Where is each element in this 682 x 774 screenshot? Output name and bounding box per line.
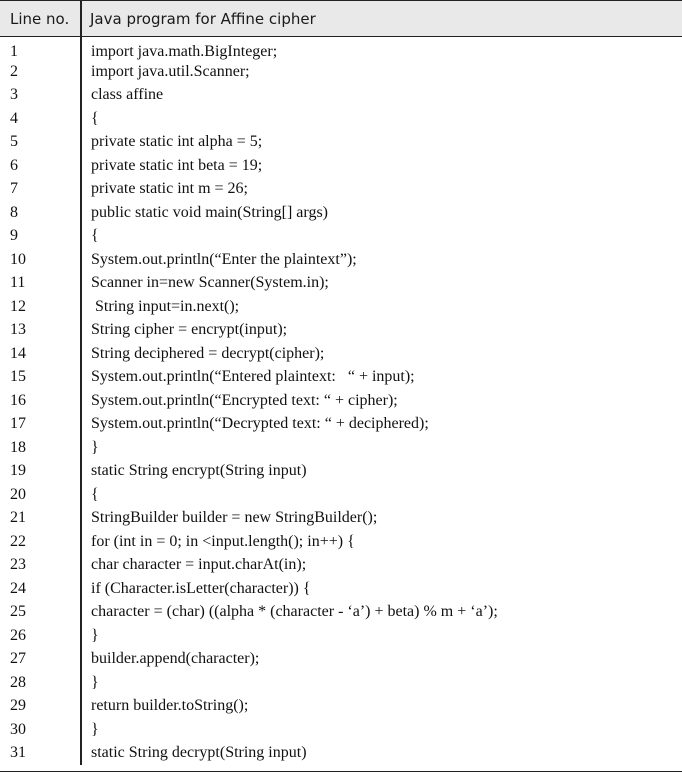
line-number: 28 — [0, 671, 81, 695]
line-number: 13 — [0, 319, 81, 343]
code-line: private static int beta = 19; — [91, 156, 263, 174]
line-number: 8 — [0, 201, 81, 225]
program-header: Java program for Affine cipher — [81, 1, 682, 37]
table-row — [0, 554, 682, 578]
table-row — [0, 366, 682, 390]
table-row — [0, 436, 682, 460]
code-line: } — [91, 720, 99, 738]
code-line: char character = input.charAt(in); — [91, 556, 307, 574]
header-row — [0, 1, 682, 37]
code-line: private static int m = 26; — [91, 180, 248, 198]
line-number: 25 — [0, 601, 81, 625]
code-line: static String decrypt(String input) — [91, 744, 307, 762]
table-row — [0, 671, 682, 695]
table-row — [0, 60, 682, 84]
code-line: System.out.println(“Enter the plaintext”); — [91, 250, 357, 268]
table-row — [0, 201, 682, 225]
line-number: 27 — [0, 648, 81, 672]
code-line: class affine — [91, 86, 164, 104]
code-line: System.out.println(“Encrypted text: “ + cipher); — [91, 391, 398, 409]
table-row — [0, 695, 682, 719]
table-row — [0, 624, 682, 648]
line-number: 2 — [0, 60, 81, 84]
table-row — [0, 319, 682, 343]
code-line: public static void main(String[] args) — [91, 203, 328, 221]
code-line: StringBuilder builder = new StringBuilder(); — [91, 509, 378, 527]
code-line: static String encrypt(String input) — [91, 462, 307, 480]
line-number: 4 — [0, 107, 81, 131]
line-number: 1 — [0, 37, 81, 61]
code-line: builder.append(character); — [91, 650, 260, 668]
line-number: 19 — [0, 460, 81, 484]
code-line: import java.math.BigInteger; — [91, 42, 278, 60]
table-row — [0, 225, 682, 249]
code-line: { — [91, 485, 99, 503]
code-line: String deciphered = decrypt(cipher); — [91, 344, 325, 362]
table-row — [0, 530, 682, 554]
table-row — [0, 413, 682, 437]
code-line: System.out.println(“Decrypted text: “ + deciphered); — [91, 415, 429, 433]
bottom-border — [0, 771, 682, 772]
line-number: 7 — [0, 178, 81, 202]
code-line: { — [91, 227, 99, 245]
line-number: 9 — [0, 225, 81, 249]
table-row — [0, 601, 682, 625]
line-number: 3 — [0, 84, 81, 108]
table-row — [0, 37, 682, 61]
line-number: 5 — [0, 131, 81, 155]
table-row — [0, 483, 682, 507]
line-number: 20 — [0, 483, 81, 507]
code-line: } — [91, 673, 99, 691]
table-row — [0, 272, 682, 296]
table-row — [0, 295, 682, 319]
line-number: 6 — [0, 154, 81, 178]
line-number: 21 — [0, 507, 81, 531]
table-row — [0, 131, 682, 155]
code-line: { — [91, 109, 99, 127]
table-row — [0, 577, 682, 601]
code-line: import java.util.Scanner; — [91, 62, 250, 80]
code-line: String input=in.next(); — [91, 297, 240, 315]
code-line: } — [91, 438, 99, 456]
line-number: 15 — [0, 366, 81, 390]
line-number: 22 — [0, 530, 81, 554]
line-number: 18 — [0, 436, 81, 460]
code-line: return builder.toString(); — [91, 697, 249, 715]
code-line: } — [91, 626, 99, 644]
table-header — [0, 1, 682, 37]
line-number: 10 — [0, 248, 81, 272]
line-number: 31 — [0, 742, 81, 766]
table-row — [0, 342, 682, 366]
code-line: String cipher = encrypt(input); — [91, 321, 288, 339]
table-body — [0, 37, 682, 766]
line-number: 24 — [0, 577, 81, 601]
line-number: 17 — [0, 413, 81, 437]
code-line: Scanner in=new Scanner(System.in); — [91, 274, 329, 292]
table-row — [0, 154, 682, 178]
table-row — [0, 718, 682, 742]
table-row — [0, 507, 682, 531]
code-line: character = (char) ((alpha * (character - ‘a’) + beta) % m + ‘a’); — [91, 603, 498, 621]
line-number: 12 — [0, 295, 81, 319]
line-number: 29 — [0, 695, 81, 719]
line-number: 16 — [0, 389, 81, 413]
line-number: 14 — [0, 342, 81, 366]
table-row — [0, 84, 682, 108]
line-number: 11 — [0, 272, 81, 296]
line-number: 26 — [0, 624, 81, 648]
code-line: private static int alpha = 5; — [91, 133, 263, 151]
table-row — [0, 742, 682, 766]
table-row — [0, 248, 682, 272]
code-line: System.out.println(“Entered plaintext: “ + input); — [91, 368, 415, 386]
table-row — [0, 178, 682, 202]
table-row — [0, 389, 682, 413]
line-number: 30 — [0, 718, 81, 742]
table-row — [0, 107, 682, 131]
line-number: 23 — [0, 554, 81, 578]
table-row — [0, 460, 682, 484]
code-line: for (int in = 0; in <input.length(); in++) { — [91, 532, 355, 550]
table-row — [0, 648, 682, 672]
code-line: if (Character.isLetter(character)) { — [91, 579, 311, 597]
line-no-header: Line no. — [0, 1, 81, 37]
